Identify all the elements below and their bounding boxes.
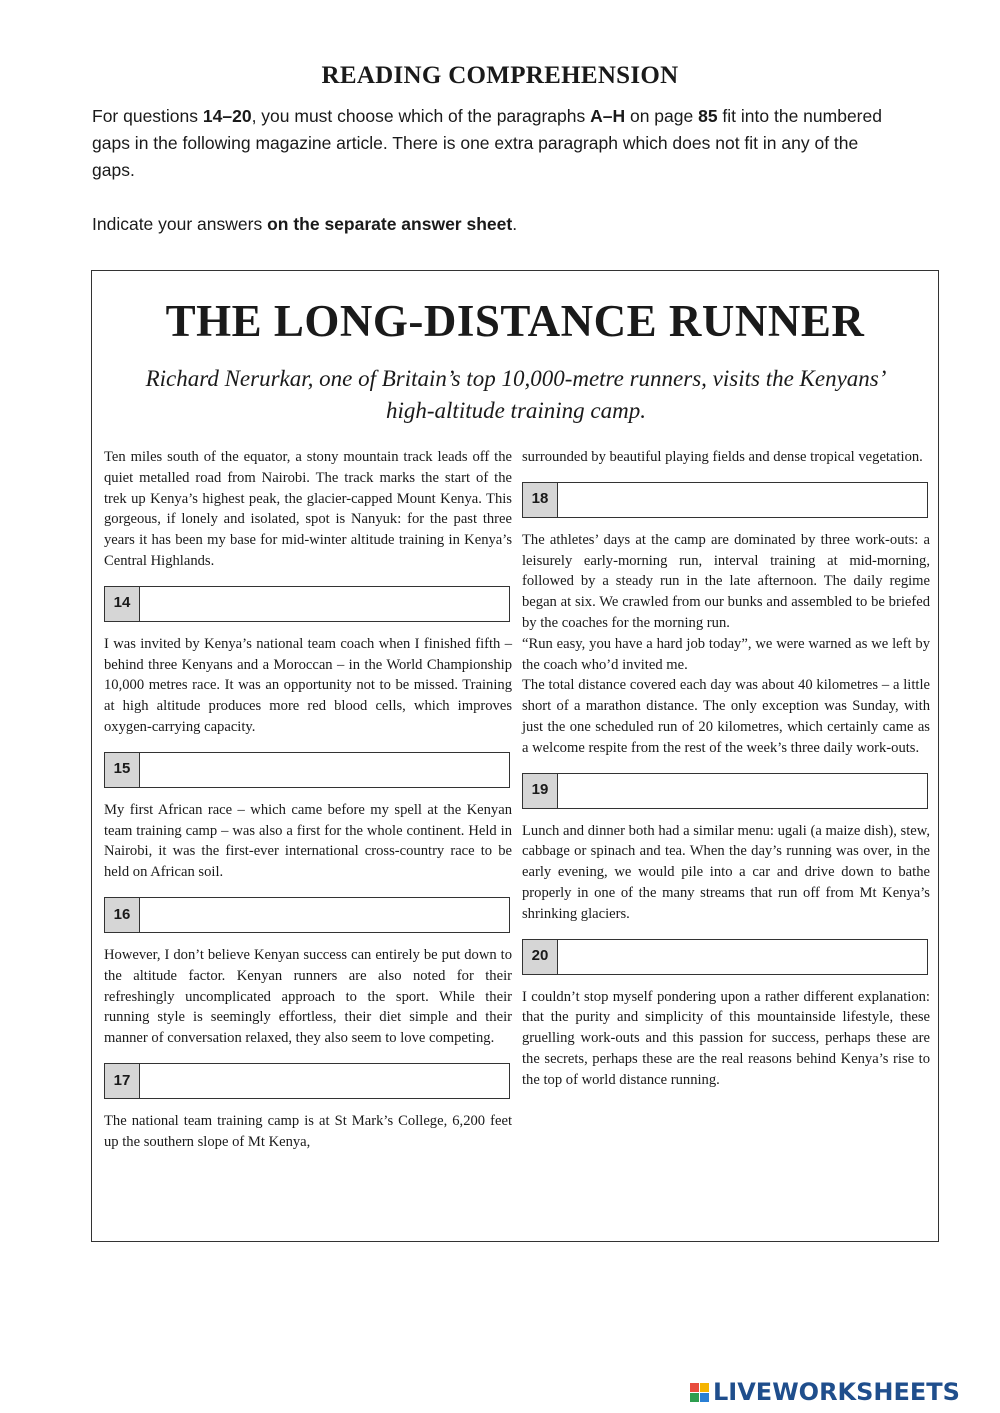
article-paragraph: I was invited by Kenya’s national team coach when I finished fifth – behind three Kenyans and a Moroccan – in the World Championship 10,000 metres race. It was an opportunity not to be missed. Training at high altitude produces more red blood cells, which improves oxygen-carrying capacity. <box>104 635 512 735</box>
article-paragraph: Ten miles south of the equator, a stony mountain track leads off the quiet metalled road from Nairobi. The track marks the start of the trek up Kenya’s highest peak, the glacier-capped Mount Kenya. This gorgeous, if lonely and isolated, spot is Nanyuk: for the past three years it has been my base for mid-winter altitude training in Kenya’s Central Highlands. <box>104 449 512 569</box>
liveworksheets-logo <box>690 1378 960 1406</box>
article-paragraph: surrounded by beautiful playing fields and dense tropical vegetation. <box>522 449 923 465</box>
article-paragraph: The total distance covered each day was about 40 kilometres – a little short of a marathon distance. The only exception was Sunday, with just the one scheduled run of 20 kilometres, which certainly came as a welcome respite from the rest of the week’s three daily work-outs. <box>522 677 930 756</box>
article-right-column <box>522 447 930 1091</box>
gap-19[interactable] <box>522 773 928 809</box>
instr-text: , you must choose which of the paragraphs <box>251 106 591 126</box>
article-paragraph: The athletes’ days at the camp are dominated by three work-outs: a leisurely early-morning run, interval training at mid-morning, followed by a steady run in the late afternoon. The daily regime began at six. We crawled from our bunks and assembled to be briefed by the coaches for the morning run. <box>522 531 930 631</box>
instr-paragraph-range: A–H <box>590 106 626 126</box>
gap-17[interactable] <box>104 1063 510 1099</box>
gap-answer-field[interactable] <box>558 774 927 808</box>
gap-number: 19 <box>523 774 558 808</box>
gap-answer-field[interactable] <box>140 1064 509 1098</box>
gap-16[interactable] <box>104 897 510 933</box>
article-box <box>91 270 939 1242</box>
instr-text: For questions <box>92 106 203 126</box>
article-left-column <box>104 447 512 1153</box>
article-paragraph: “Run easy, you have a hard job today”, we were warned as we left by the coach who’d invited me. <box>522 635 930 673</box>
logo-icon <box>690 1383 709 1402</box>
logo-text: LIVEWORKSHEETS <box>713 1378 960 1406</box>
gap-answer-field[interactable] <box>558 940 927 974</box>
gap-number: 16 <box>105 898 140 932</box>
gap-answer-field[interactable] <box>558 483 927 517</box>
gap-15[interactable] <box>104 752 510 788</box>
gap-number: 14 <box>105 587 140 621</box>
gap-number: 20 <box>523 940 558 974</box>
instructions-paragraph <box>92 103 892 184</box>
instr-text: Indicate your answers <box>92 214 268 234</box>
article-paragraph: The national team training camp is at St Mark’s College, 6,200 feet up the southern slope of Mt Kenya, <box>104 1112 512 1150</box>
gap-20[interactable] <box>522 939 928 975</box>
gap-answer-field[interactable] <box>140 587 509 621</box>
article-title: THE LONG-DISTANCE RUNNER <box>165 296 865 346</box>
article-paragraph: However, I don’t believe Kenyan success can entirely be put down to the altitude factor. Kenyan runners are also noted for their refreshingly uncomplicated approach to the sport. While their running style is seemingly effortless, their diet simple and their manner of conversation relaxed, they also seem to love competing. <box>104 946 512 1047</box>
gap-18[interactable] <box>522 482 928 518</box>
article-subtitle: Richard Nerurkar, one of Britain’s top 10,000-metre runners, visits the Kenyans’ high-altitude training camp. <box>145 366 887 423</box>
gap-number: 17 <box>105 1064 140 1098</box>
instr-questions-range: 14–20 <box>202 106 252 126</box>
article-paragraph: My first African race – which came before my spell at the Kenyan team training camp – was also a first for the whole continent. Held in Nairobi, it was the first-ever international cross-country race to be held on African soil. <box>104 801 512 881</box>
instr-page-number: 85 <box>698 106 718 126</box>
instr-text: . <box>512 214 518 234</box>
instructions-answer-note <box>92 211 892 238</box>
instructions <box>92 103 892 238</box>
article-paragraph: Lunch and dinner both had a similar menu: ugali (a maize dish), stew, cabbage or spinach and tea. When the day’s running was over, in the early evening, we would pile into a car and drive down to bathe properly in one of the many streams that run off from Mt Kenya’s shrinking glaciers. <box>522 822 930 922</box>
gap-answer-field[interactable] <box>140 753 509 787</box>
page-heading: READING COMPREHENSION <box>321 62 679 89</box>
gap-number: 18 <box>523 483 558 517</box>
gap-answer-field[interactable] <box>140 898 509 932</box>
article-paragraph: I couldn’t stop myself pondering upon a rather different explanation: that the purity and simplicity of this mountainside lifestyle, these gruelling work-outs and this passion for success, perhaps these are the secrets, perhaps these are the real reasons behind Kenya’s rise to the top of world distance running. <box>522 988 930 1088</box>
instr-answer-sheet: on the separate answer sheet <box>267 214 513 234</box>
gap-number: 15 <box>105 753 140 787</box>
instr-text: fit into the numbered gaps in the following magazine article. There is one extra paragraph which does not fit in any of the gaps. <box>92 106 882 180</box>
instr-text: on page <box>625 106 699 126</box>
gap-14[interactable] <box>104 586 510 622</box>
